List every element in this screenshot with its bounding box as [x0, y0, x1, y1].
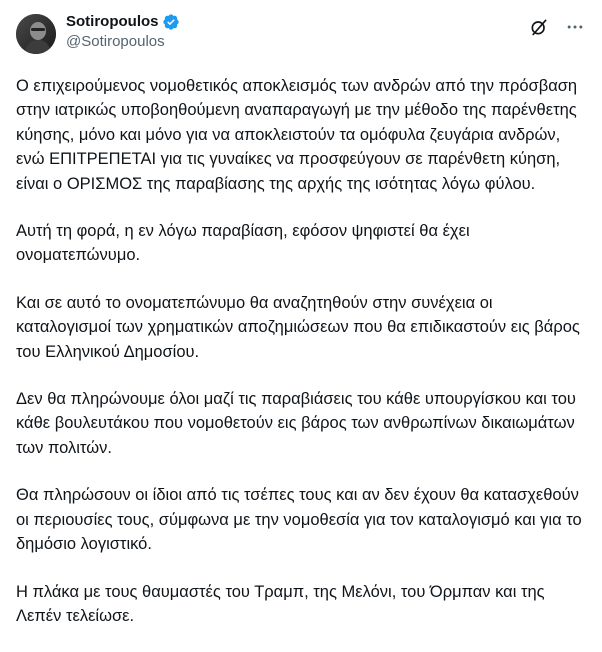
author-name-row[interactable] — [66, 12, 180, 32]
more-icon[interactable] — [564, 16, 586, 38]
avatar[interactable] — [16, 14, 56, 54]
tweet-text — [16, 74, 588, 628]
tweet-paragraph: Αυτή τη φορά, η εν λόγω παραβίαση, εφόσον ψηφιστεί θα έχει ονοματεπώνυμο. — [16, 222, 470, 265]
author-identity — [66, 12, 180, 52]
author-name[interactable]: Sotiropoulos — [66, 13, 159, 30]
grok-icon[interactable] — [528, 16, 550, 38]
tweet-paragraph: Δεν θα πληρώνουμε όλοι μαζί τις παραβιάσεις του κάθε υπουργίσκου και του κάθε βουλευτάκου που νομοθετούν εις βάρος των ανθρωπίνων δικαιωμάτων των πολιτών. — [16, 390, 576, 457]
tweet-paragraph: Θα πληρώσουν οι ίδιοι από τις τσέπες τους και αν δεν έχουν θα κατασχεθούν οι περιουσίες τους, σύμφωνα με την νομοθεσία για τον καταλογισμό και για το δημόσιο λογιστικό. — [16, 486, 582, 554]
tweet-paragraph: Η πλάκα με τους θαυμαστές του Τραμπ, της Μελόνι, του Όρμπαν και της Λεπέν τελείωσε. — [16, 582, 545, 625]
tweet-header — [16, 12, 586, 62]
verified-badge-icon[interactable] — [162, 13, 180, 31]
tweet-paragraph: Και σε αυτό το ονοματεπώνυμο θα αναζητηθούν στην συνέχεια οι καταλογισμοί των χρηματικών αποζημιώσεων που θα επιδικαστούν εις βάρος του Ελληνικού Δημοσίου. — [16, 293, 580, 361]
tweet-paragraph: Ο επιχειρούμενος νομοθετικός αποκλεισμός των ανδρών από την πρόσβαση στην ιατρικώς υποβοηθούμενη αναπαραγωγή με την μέθοδο της παρένθετης κύησης, μόνο και μόνο για να αποκλειστούν τα ομόφυλα ζευγάρια ανδρών, ενώ ΕΠΙΤΡΕΠΕΤΑΙ για τις γυναίκες να προσφεύγουν σε παρένθετη κύηση, είναι ο ΟΡΙΣΜΟΣ της παραβίασης της αρχής της ισότητας λόγω φύλου. — [16, 77, 578, 193]
author-handle[interactable]: @Sotiropoulos — [66, 33, 165, 50]
header-actions — [528, 16, 586, 38]
